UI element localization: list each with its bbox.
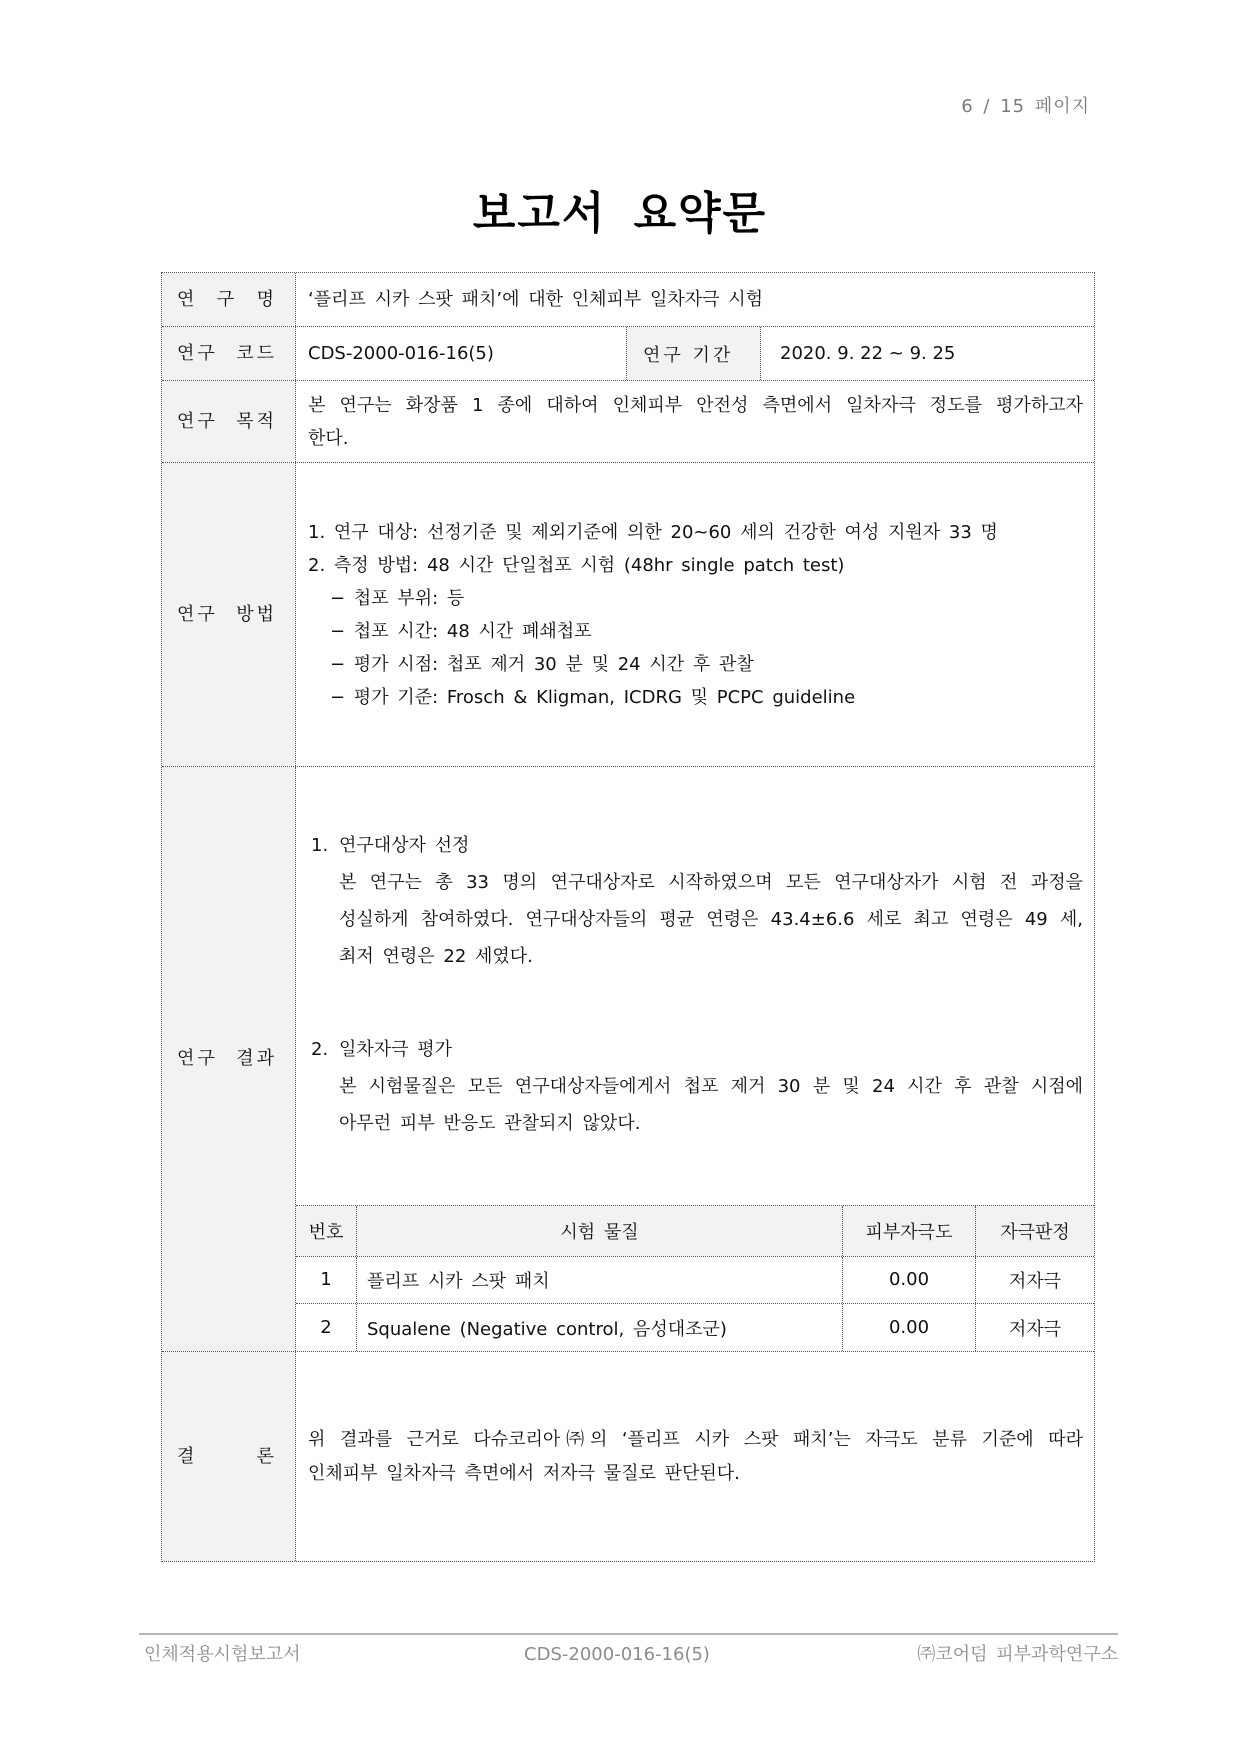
results-line: 최저 연령은 22 세였다. xyxy=(339,946,533,967)
purpose-cell xyxy=(296,381,1094,462)
cell-judgment: 저자극 xyxy=(1008,1318,1062,1340)
method-item: 2. 측정 방법: 48 시간 단일첩포 시험 (48hr single patch test) xyxy=(308,554,845,576)
results-line: 본 시험물질은 모든 연구대상자들에게서 첩포 제거 30 분 및 24 시간 후 관찰 시점에 xyxy=(339,1076,1083,1097)
study-name-value: ‘플리프 시카 스팟 패치’에 대한 인체피부 일차자극 시험 xyxy=(308,289,764,310)
row-purpose xyxy=(162,380,1094,462)
method-subitem: − 평가 기준: Frosch & Kligman, ICDRG 및 PCPC guideline xyxy=(330,686,856,708)
label-study-code: 연구 코드 xyxy=(177,342,277,364)
results-line: 본 연구는 총 33 명의 연구대상자로 시작하였으며 모든 연구대상자가 시험 전 과정을 xyxy=(339,872,1083,893)
header-cell-judgment: 자극판정 xyxy=(1000,1221,1070,1243)
footer-divider xyxy=(139,1633,1118,1635)
page-number: 6 / 15 페이지 xyxy=(961,96,1090,117)
cell-number: 1 xyxy=(296,1257,357,1304)
summary-table xyxy=(161,272,1095,1562)
method-subitem: − 첩포 시간: 48 시간 폐쇄첩포 xyxy=(330,620,592,642)
label-study-code-cell xyxy=(162,327,296,380)
row-study-code xyxy=(162,326,1094,380)
study-code-cell xyxy=(296,327,627,380)
label-results-cell xyxy=(162,767,296,1351)
purpose-line: 본 연구는 화장품 1 종에 대하여 인체피부 안전성 측면에서 일차자극 정도를 평가하고자 xyxy=(308,394,1083,416)
method-subitem: − 평가 시점: 첩포 제거 30 분 및 24 시간 후 관찰 xyxy=(330,653,754,675)
section-number: 1. xyxy=(311,835,329,856)
label-study-name-cell xyxy=(162,273,296,326)
section-heading xyxy=(311,827,1083,864)
footer-report-code: CDS-2000-016-16(5) xyxy=(524,1644,710,1665)
header-cell-number: 번호 xyxy=(296,1206,357,1256)
study-period-cell xyxy=(761,327,1094,380)
cell-irritation-score: 0.00 xyxy=(843,1304,976,1351)
cell-irritation-score: 0.00 xyxy=(843,1257,976,1304)
purpose-line: 한다. xyxy=(308,427,349,449)
results-section xyxy=(311,1031,1083,1142)
label-purpose: 연구 목적 xyxy=(177,410,277,432)
label-method-cell xyxy=(162,463,296,766)
conclusion-line: 위 결과를 근거로 다슈코리아㈜의 ‘플리프 시카 스팟 패치’는 자극도 분류 기준에 따라 xyxy=(308,1428,1083,1450)
section-number: 2. xyxy=(311,1039,329,1060)
results-section xyxy=(311,827,1083,975)
method-item: 1. 연구 대상: 선정기준 및 제외기준에 의한 20~60 세의 건강한 여성 지원자 33 명 xyxy=(308,521,998,543)
label-method: 연구 방법 xyxy=(177,603,277,625)
study-period-value: 2020. 9. 22 ~ 9. 25 xyxy=(780,343,956,364)
method-cell xyxy=(296,463,1094,766)
results-table xyxy=(296,1205,1094,1351)
header-cell-irritation-score: 피부자극도 xyxy=(843,1206,976,1256)
results-line: 아무런 피부 반응도 관찰되지 않았다. xyxy=(339,1113,641,1134)
cell-judgment: 저자극 xyxy=(1008,1270,1062,1292)
table-row xyxy=(296,1256,1094,1304)
label-purpose-cell xyxy=(162,381,296,462)
results-text xyxy=(296,767,1094,1205)
results-line: 성실하게 참여하였다. 연구대상자들의 평균 연령은 43.4±6.6 세로 최고 연령은 49 세, xyxy=(339,909,1083,930)
table-header-row xyxy=(296,1206,1094,1256)
label-study-name: 연 구 명 xyxy=(177,288,277,310)
header-cell-material: 시험 물질 xyxy=(357,1206,843,1256)
row-results xyxy=(162,766,1094,1351)
cell-number: 2 xyxy=(296,1304,357,1351)
cell-material: 플리프 시카 스팟 패치 xyxy=(357,1257,843,1304)
conclusion-line: 인체피부 일차자극 측면에서 저자극 물질로 판단된다. xyxy=(308,1462,740,1484)
method-subitem: − 첩포 부위: 등 xyxy=(330,587,465,609)
conclusion-cell xyxy=(296,1352,1094,1561)
section-heading xyxy=(311,1031,1083,1068)
section-title: 연구대상자 선정 xyxy=(339,835,470,856)
table-row xyxy=(296,1303,1094,1351)
study-code-value: CDS-2000-016-16(5) xyxy=(308,343,494,364)
label-study-period: 연구 기간 xyxy=(627,327,761,380)
row-study-name xyxy=(162,273,1094,326)
label-results: 연구 결과 xyxy=(177,1048,277,1069)
section-title: 일차자극 평가 xyxy=(339,1039,453,1060)
label-conclusion-cell xyxy=(162,1352,296,1561)
footer-report-type: 인체적용시험보고서 xyxy=(144,1644,301,1665)
results-cell xyxy=(296,767,1094,1351)
study-name-cell xyxy=(296,273,1094,326)
row-method xyxy=(162,462,1094,766)
label-conclusion: 결 론 xyxy=(177,1445,277,1467)
document-title: 보고서 요약문 xyxy=(472,188,768,239)
cell-material: Squalene (Negative control, 음성대조군) xyxy=(357,1304,843,1351)
footer-institute: ㈜코어덤 피부과학연구소 xyxy=(917,1644,1118,1665)
row-conclusion xyxy=(162,1351,1094,1561)
